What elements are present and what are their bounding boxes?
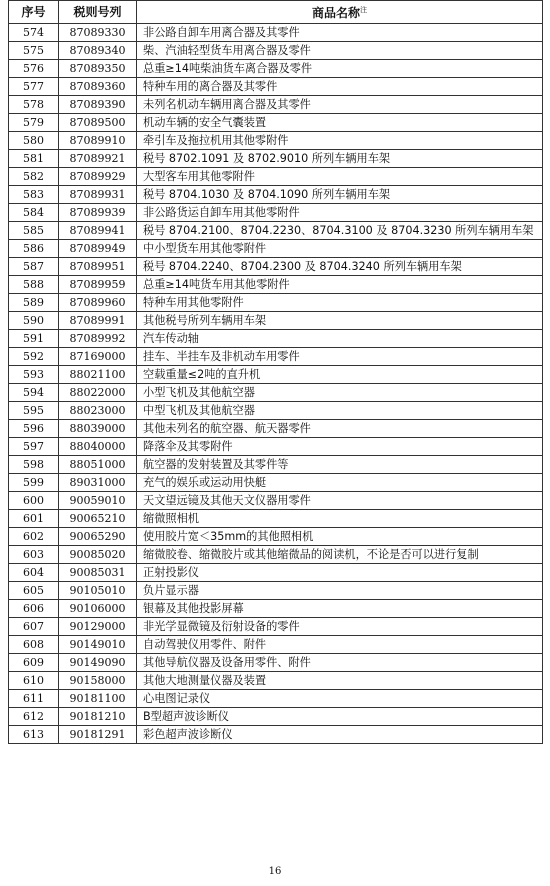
serial-number-cell: 612	[9, 708, 59, 726]
serial-number-cell: 613	[9, 726, 59, 744]
tariff-code-cell: 87089939	[59, 204, 137, 222]
tariff-code-cell: 87089921	[59, 150, 137, 168]
tariff-code-cell: 87089360	[59, 78, 137, 96]
product-name-cell: 中小型货车用其他零附件	[137, 240, 543, 258]
product-name-cell: 中型飞机及其他航空器	[137, 402, 543, 420]
tariff-code-cell: 90158000	[59, 672, 137, 690]
table-row	[9, 510, 543, 528]
table-row	[9, 474, 543, 492]
product-name-cell: 负片显示器	[137, 582, 543, 600]
product-name-cell: 正射投影仪	[137, 564, 543, 582]
table-row	[9, 654, 543, 672]
table-row	[9, 564, 543, 582]
serial-number-cell: 597	[9, 438, 59, 456]
serial-number-cell: 602	[9, 528, 59, 546]
product-name-cell: 空载重量≤2吨的直升机	[137, 366, 543, 384]
serial-number-cell: 608	[9, 636, 59, 654]
serial-number-cell: 580	[9, 132, 59, 150]
tariff-code-cell: 87089350	[59, 60, 137, 78]
serial-number-cell: 578	[9, 96, 59, 114]
serial-number-cell: 587	[9, 258, 59, 276]
product-name-cell: 未列名机动车辆用离合器及其零件	[137, 96, 543, 114]
tariff-code-cell: 90085031	[59, 564, 137, 582]
table-row	[9, 366, 543, 384]
product-name-cell: 其他税号所列车辆用车架	[137, 312, 543, 330]
tariff-code-cell: 87089991	[59, 312, 137, 330]
product-name-cell: 小型飞机及其他航空器	[137, 384, 543, 402]
serial-number-cell: 598	[9, 456, 59, 474]
tariff-table	[8, 0, 543, 744]
tariff-code-cell: 90181291	[59, 726, 137, 744]
serial-number-cell: 610	[9, 672, 59, 690]
serial-number-cell: 600	[9, 492, 59, 510]
table-row	[9, 24, 543, 42]
table-row	[9, 492, 543, 510]
product-name-cell: 税号 8704.2100、8704.2230、8704.3100 及 8704.3230 所列车辆用车架	[137, 222, 543, 240]
tariff-code-cell: 88051000	[59, 456, 137, 474]
serial-number-cell: 575	[9, 42, 59, 60]
tariff-code-cell: 87089949	[59, 240, 137, 258]
table-row	[9, 168, 543, 186]
product-name-cell: 充气的娱乐或运动用快艇	[137, 474, 543, 492]
table-row	[9, 456, 543, 474]
product-name-cell: 大型客车用其他零附件	[137, 168, 543, 186]
table-row	[9, 132, 543, 150]
serial-number-cell: 604	[9, 564, 59, 582]
product-name-cell: 特种车用的离合器及其零件	[137, 78, 543, 96]
product-name-cell: 汽车传动轴	[137, 330, 543, 348]
table-row	[9, 150, 543, 168]
serial-number-cell: 592	[9, 348, 59, 366]
tariff-code-cell: 90106000	[59, 600, 137, 618]
product-name-cell: 缩微照相机	[137, 510, 543, 528]
serial-number-cell: 574	[9, 24, 59, 42]
tariff-table-container	[8, 0, 542, 744]
table-row	[9, 600, 543, 618]
tariff-code-cell: 87089340	[59, 42, 137, 60]
product-name-cell: 非公路货运自卸车用其他零附件	[137, 204, 543, 222]
table-row	[9, 258, 543, 276]
tariff-code-cell: 87089951	[59, 258, 137, 276]
product-name-cell: 挂车、半挂车及非机动车用零件	[137, 348, 543, 366]
product-name-cell: 银幕及其他投影屏幕	[137, 600, 543, 618]
tariff-code-cell: 87089330	[59, 24, 137, 42]
tariff-code-cell: 88021100	[59, 366, 137, 384]
table-row	[9, 222, 543, 240]
serial-number-cell: 585	[9, 222, 59, 240]
tariff-code-cell: 90065210	[59, 510, 137, 528]
serial-number-cell: 601	[9, 510, 59, 528]
table-row	[9, 96, 543, 114]
table-row	[9, 402, 543, 420]
tariff-code-cell: 90149010	[59, 636, 137, 654]
product-name-cell: 总重≥14吨货车用其他零附件	[137, 276, 543, 294]
serial-number-cell: 590	[9, 312, 59, 330]
tariff-code-cell: 87089500	[59, 114, 137, 132]
product-name-cell: 柴、汽油轻型货车用离合器及零件	[137, 42, 543, 60]
serial-number-cell: 588	[9, 276, 59, 294]
table-row	[9, 186, 543, 204]
product-name-cell: 其他大地测量仪器及装置	[137, 672, 543, 690]
product-name-cell: 机动车辆的安全气囊装置	[137, 114, 543, 132]
table-row	[9, 348, 543, 366]
tariff-code-cell: 90059010	[59, 492, 137, 510]
table-row	[9, 276, 543, 294]
tariff-code-cell: 88023000	[59, 402, 137, 420]
table-row	[9, 312, 543, 330]
tariff-code-cell: 87089929	[59, 168, 137, 186]
tariff-code-cell: 87089910	[59, 132, 137, 150]
product-name-cell: 非光学显微镜及衍射设备的零件	[137, 618, 543, 636]
page-number: 16	[268, 866, 282, 877]
tariff-code-cell: 87089960	[59, 294, 137, 312]
serial-number-cell: 609	[9, 654, 59, 672]
product-name-cell: 牵引车及拖拉机用其他零附件	[137, 132, 543, 150]
tariff-code-cell: 88040000	[59, 438, 137, 456]
header-product-name	[137, 1, 543, 24]
serial-number-cell: 607	[9, 618, 59, 636]
product-name-cell: 天文望远镜及其他天文仪器用零件	[137, 492, 543, 510]
serial-number-cell: 579	[9, 114, 59, 132]
table-row	[9, 294, 543, 312]
table-header-row	[9, 1, 543, 24]
product-name-cell: 税号 8704.1030 及 8704.1090 所列车辆用车架	[137, 186, 543, 204]
tariff-code-cell: 87169000	[59, 348, 137, 366]
tariff-code-cell: 87089992	[59, 330, 137, 348]
serial-number-cell: 591	[9, 330, 59, 348]
product-name-cell: 其他导航仪器及设备用零件、附件	[137, 654, 543, 672]
tariff-code-cell: 88022000	[59, 384, 137, 402]
serial-number-cell: 583	[9, 186, 59, 204]
product-name-cell: 自动驾驶仪用零件、附件	[137, 636, 543, 654]
product-name-cell: 税号 8704.2240、8704.2300 及 8704.3240 所列车辆用车架	[137, 258, 543, 276]
tariff-code-cell: 88039000	[59, 420, 137, 438]
tariff-code-cell: 87089390	[59, 96, 137, 114]
table-row	[9, 114, 543, 132]
serial-number-cell: 586	[9, 240, 59, 258]
product-name-cell: 降落伞及其零附件	[137, 438, 543, 456]
serial-number-cell: 603	[9, 546, 59, 564]
product-name-cell: 特种车用其他零附件	[137, 294, 543, 312]
table-row	[9, 708, 543, 726]
table-row	[9, 384, 543, 402]
table-row	[9, 546, 543, 564]
product-name-cell: 彩色超声波诊断仪	[137, 726, 543, 744]
product-name-cell: 航空器的发射装置及其零件等	[137, 456, 543, 474]
table-row	[9, 42, 543, 60]
product-name-cell: 使用胶片宽＜35mm的其他照相机	[137, 528, 543, 546]
serial-number-cell: 582	[9, 168, 59, 186]
table-row	[9, 528, 543, 546]
header-tariff-code: 税则号列	[59, 1, 137, 24]
table-row	[9, 726, 543, 744]
product-name-cell: 缩微胶卷、缩微胶片或其他缩微品的阅读机，不论是否可以进行复制	[137, 546, 543, 564]
product-name-cell: B型超声波诊断仪	[137, 708, 543, 726]
serial-number-cell: 606	[9, 600, 59, 618]
header-product-name-label: 商品名称	[311, 6, 360, 20]
serial-number-cell: 584	[9, 204, 59, 222]
table-row	[9, 672, 543, 690]
tariff-code-cell: 90181100	[59, 690, 137, 708]
product-name-cell: 总重≥14吨柴油货车离合器及零件	[137, 60, 543, 78]
tariff-code-cell: 90149090	[59, 654, 137, 672]
serial-number-cell: 589	[9, 294, 59, 312]
header-serial-number: 序号	[9, 1, 59, 24]
serial-number-cell: 577	[9, 78, 59, 96]
serial-number-cell: 581	[9, 150, 59, 168]
table-row	[9, 618, 543, 636]
tariff-code-cell: 87089931	[59, 186, 137, 204]
table-row	[9, 330, 543, 348]
header-note-mark: 注	[360, 6, 367, 14]
serial-number-cell: 594	[9, 384, 59, 402]
serial-number-cell: 599	[9, 474, 59, 492]
tariff-code-cell: 90129000	[59, 618, 137, 636]
table-row	[9, 438, 543, 456]
serial-number-cell: 593	[9, 366, 59, 384]
table-row	[9, 240, 543, 258]
tariff-code-cell: 90065290	[59, 528, 137, 546]
serial-number-cell: 595	[9, 402, 59, 420]
table-body	[9, 24, 543, 744]
product-name-cell: 非公路自卸车用离合器及其零件	[137, 24, 543, 42]
serial-number-cell: 576	[9, 60, 59, 78]
tariff-code-cell: 87089941	[59, 222, 137, 240]
table-row	[9, 582, 543, 600]
serial-number-cell: 611	[9, 690, 59, 708]
table-row	[9, 204, 543, 222]
tariff-code-cell: 90085020	[59, 546, 137, 564]
product-name-cell: 心电图记录仪	[137, 690, 543, 708]
serial-number-cell: 596	[9, 420, 59, 438]
table-row	[9, 420, 543, 438]
tariff-code-cell: 89031000	[59, 474, 137, 492]
tariff-code-cell: 90105010	[59, 582, 137, 600]
tariff-code-cell: 90181210	[59, 708, 137, 726]
tariff-code-cell: 87089959	[59, 276, 137, 294]
table-row	[9, 60, 543, 78]
table-row	[9, 690, 543, 708]
table-row	[9, 636, 543, 654]
product-name-cell: 税号 8702.1091 及 8702.9010 所列车辆用车架	[137, 150, 543, 168]
product-name-cell: 其他未列名的航空器、航天器零件	[137, 420, 543, 438]
table-row	[9, 78, 543, 96]
serial-number-cell: 605	[9, 582, 59, 600]
